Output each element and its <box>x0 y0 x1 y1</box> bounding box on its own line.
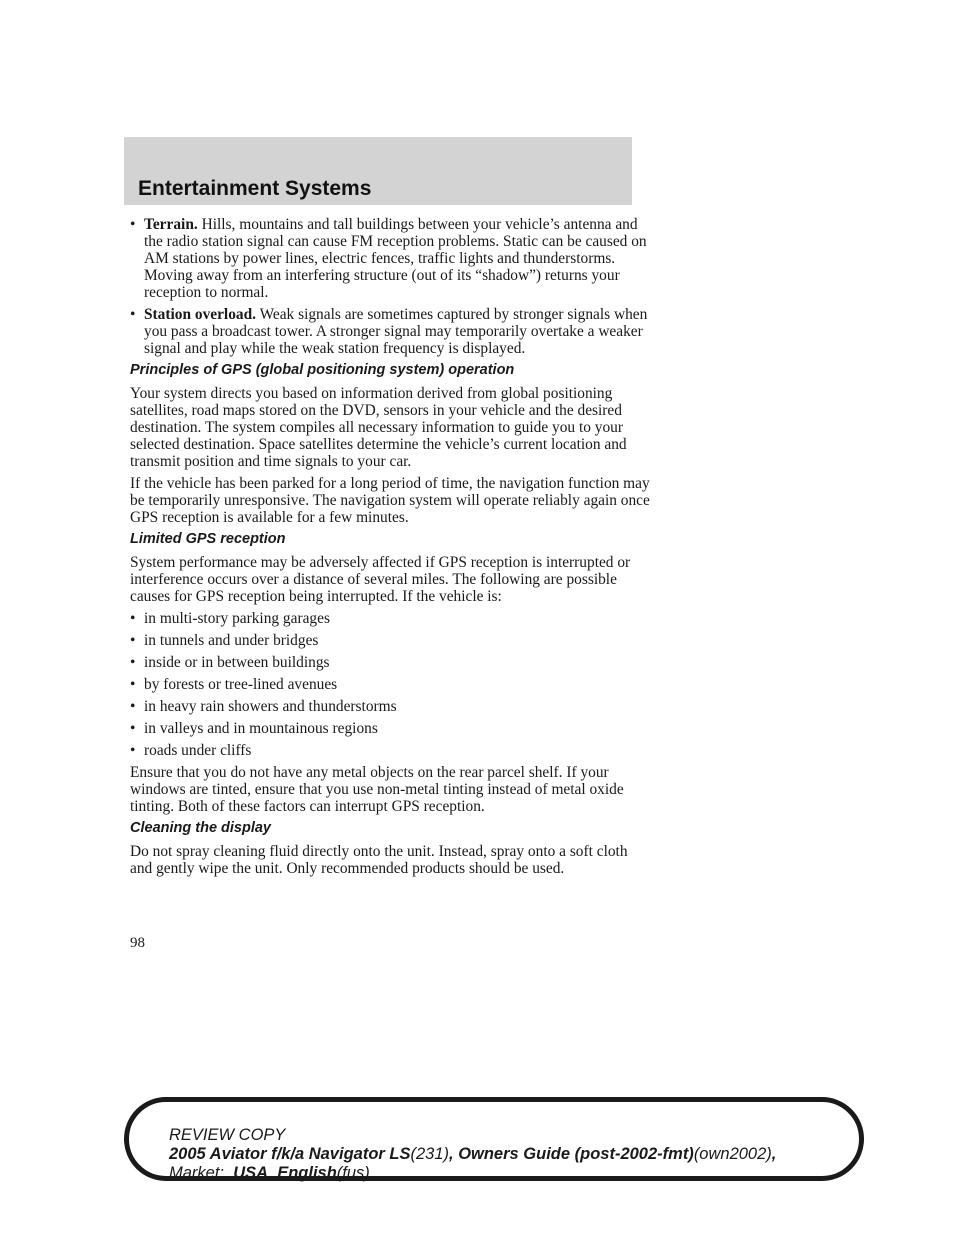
bullet-dot: • <box>130 676 136 693</box>
footer-market-label: Market: <box>169 1164 225 1182</box>
bullet-terrain <box>130 216 650 301</box>
list-item <box>130 610 650 627</box>
footer-sep: , <box>449 1145 459 1163</box>
footer-model-code: (231) <box>410 1145 450 1163</box>
list-item <box>130 632 650 649</box>
list-item-text: in heavy rain showers and thunderstorms <box>144 698 397 715</box>
bullet-dot: • <box>130 698 136 715</box>
list-item-text: inside or in between buildings <box>144 654 330 671</box>
page-content <box>130 216 650 882</box>
list-item-text: in tunnels and under bridges <box>144 632 319 649</box>
list-item-text: in multi-story parking garages <box>144 610 330 627</box>
bullet-station-overload <box>130 306 650 357</box>
footer-line-2 <box>169 1145 776 1164</box>
footer-line-1: REVIEW COPY <box>169 1126 286 1144</box>
paragraph: If the vehicle has been parked for a long period of time, the navigation function may be temporarily unresponsive. The navigation system will operate reliably again once GPS reception is available for a few minutes. <box>130 475 650 526</box>
bullet-text: Hills, mountains and tall buildings between your vehicle’s antenna and the radio station signal can cause FM reception problems. Static can be caused on AM stations by power lines, electric fences, traffic lights and thunderstorms. Moving away from an interfering structure (out of its “shadow”) returns your reception to normal. <box>144 216 647 301</box>
footer-sep: , <box>771 1145 777 1163</box>
bullet-dot: • <box>130 720 136 737</box>
paragraph: Do not spray cleaning fluid directly onto the unit. Instead, spray onto a soft cloth and gently wipe the unit. Only recommended products should be used. <box>130 843 628 877</box>
footer-text <box>169 1126 776 1183</box>
section-header <box>124 137 632 205</box>
bullet-dot: • <box>130 654 136 671</box>
footer-guide-code: (own2002) <box>693 1145 772 1163</box>
footer-line-3 <box>169 1164 776 1183</box>
bullet-term: Terrain. <box>144 216 198 233</box>
list-item-text: by forests or tree-lined avenues <box>144 676 338 693</box>
paragraph: System performance may be adversely affected if GPS reception is interrupted or interference occurs over a distance of several miles. The following are possible causes for GPS reception being interrupted. If the vehicle is: <box>130 554 631 605</box>
list-item-text: in valleys and in mountainous regions <box>144 720 378 737</box>
paragraph: Ensure that you do not have any metal objects on the rear parcel shelf. If your windows are tinted, ensure that you use non-metal tinting instead of metal oxide tinting. Both of these factors can interrupt GPS reception. <box>130 764 624 815</box>
heading-limited-gps: Limited GPS reception <box>130 531 286 547</box>
list-item <box>130 698 650 715</box>
footer-model: 2005 Aviator f/k/a Navigator LS <box>169 1145 411 1163</box>
bullet-dot: • <box>130 610 136 627</box>
footer-market: USA_English <box>233 1164 337 1182</box>
bullet-dot: • <box>130 632 136 649</box>
bullet-text: Weak signals are sometimes captured by stronger signals when you pass a broadcast tower. A stronger signal may temporarily overtake a weaker signal and play while the weak station frequency is displayed. <box>144 306 648 357</box>
heading-cleaning-display: Cleaning the display <box>130 820 271 836</box>
page-number: 98 <box>130 935 145 951</box>
list-item <box>130 654 650 671</box>
paragraph: Your system directs you based on information derived from global positioning satellites, road maps stored on the DVD, sensors in your vehicle and the desired destination. The system compiles all necessary information to guide you to your selected destination. Space satellites determine the vehicle’s current location and transmit position and time signals to your car. <box>130 385 627 470</box>
footer-guide: Owners Guide (post-2002-fmt) <box>458 1145 694 1163</box>
footer-market-code: (fus) <box>336 1164 370 1182</box>
bullet-dot: • <box>130 742 136 759</box>
review-copy-footer <box>124 1097 864 1181</box>
bullet-dot: • <box>130 216 136 233</box>
list-item <box>130 742 650 759</box>
section-title: Entertainment Systems <box>138 177 372 200</box>
list-item <box>130 676 650 693</box>
bullet-dot: • <box>130 306 136 323</box>
list-item <box>130 720 650 737</box>
heading-gps-principles: Principles of GPS (global positioning system) operation <box>130 362 515 378</box>
list-item-text: roads under cliffs <box>144 742 252 759</box>
bullet-term: Station overload. <box>144 306 257 323</box>
